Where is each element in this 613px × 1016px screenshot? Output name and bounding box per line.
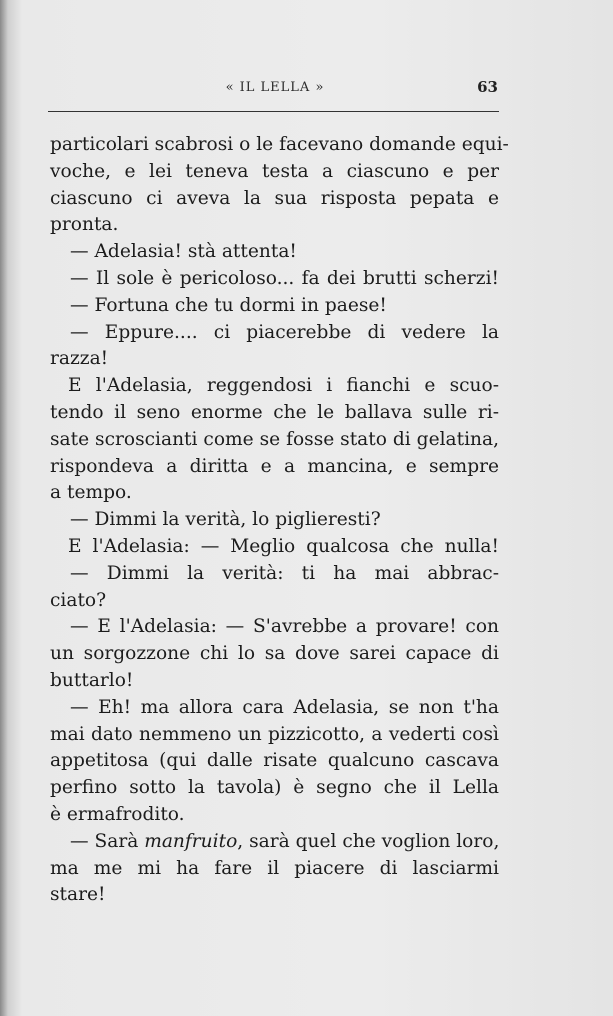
dialogue-line: — Il sole è pericoloso... fa dei brutti scherzi!	[70, 267, 499, 289]
text-segment: — Sarà	[70, 830, 145, 852]
page-header	[50, 78, 500, 102]
dialogue-line: — Eh! ma allora cara Adelasia, se non t'ha	[70, 696, 499, 718]
text-line: buttarlo!	[50, 669, 134, 691]
text-line: rispondeva a diritta e a mancina, e sempre	[50, 455, 499, 477]
text-line: è ermafrodito.	[50, 803, 185, 825]
dialogue-line: — Dimmi la verità, lo piglieresti?	[70, 509, 381, 531]
page-number: 63	[477, 78, 498, 96]
dialogue-line: — Fortuna che tu dormi in paese!	[70, 294, 387, 316]
text-line: razza!	[50, 348, 109, 370]
header-rule	[48, 111, 499, 112]
text-line: ciascuno ci aveva la sua risposta pepata e	[50, 187, 499, 209]
dialogue-line	[50, 829, 499, 856]
text-line: mai dato nemmeno un pizzicotto, a vederti così	[50, 723, 499, 745]
text-line: tendo il seno enorme che le ballava sulle ri-	[50, 401, 499, 423]
italic-word: manfruito	[144, 830, 238, 852]
paragraph-start: E l'Adelasia: — Meglio qualcosa che nulla!	[68, 535, 499, 557]
text-line: appetitosa (qui dalle risate qualcuno cascava	[50, 750, 499, 772]
dialogue-line: — Dimmi la verità: ti ha mai abbrac-	[70, 562, 499, 584]
body-text	[50, 132, 509, 909]
text-line: ciato?	[50, 589, 107, 611]
paragraph-start: E l'Adelasia, reggendosi i fianchi e scuo-	[68, 375, 499, 397]
dialogue-line: — Eppure.... ci piacerebbe di vedere la	[70, 321, 499, 343]
text-line: a tempo.	[50, 482, 132, 504]
text-line: ma me mi ha fare il piacere di lasciarmi	[50, 857, 499, 879]
text-line: sate scroscianti come se fosse stato di gelatina,	[50, 428, 499, 450]
running-title: « IL LELLA »	[225, 80, 325, 95]
text-line: stare!	[50, 884, 106, 906]
text-line: voche, e lei teneva testa a ciascuno e per	[50, 160, 499, 182]
text-line: un sorgozzone chi lo sa dove sarei capace di	[50, 643, 499, 665]
dialogue-line: — E l'Adelasia: — S'avrebbe a provare! con	[70, 616, 499, 638]
dialogue-line: — Adelasia! stà attenta!	[70, 241, 297, 263]
text-line: particolari scabrosi o le facevano domande equi-	[50, 134, 509, 155]
text-line: pronta.	[50, 214, 119, 236]
text-segment: , sarà quel che voglion loro,	[237, 830, 500, 852]
text-line: perfino sotto la tavola) è segno che il Lella	[50, 777, 499, 799]
